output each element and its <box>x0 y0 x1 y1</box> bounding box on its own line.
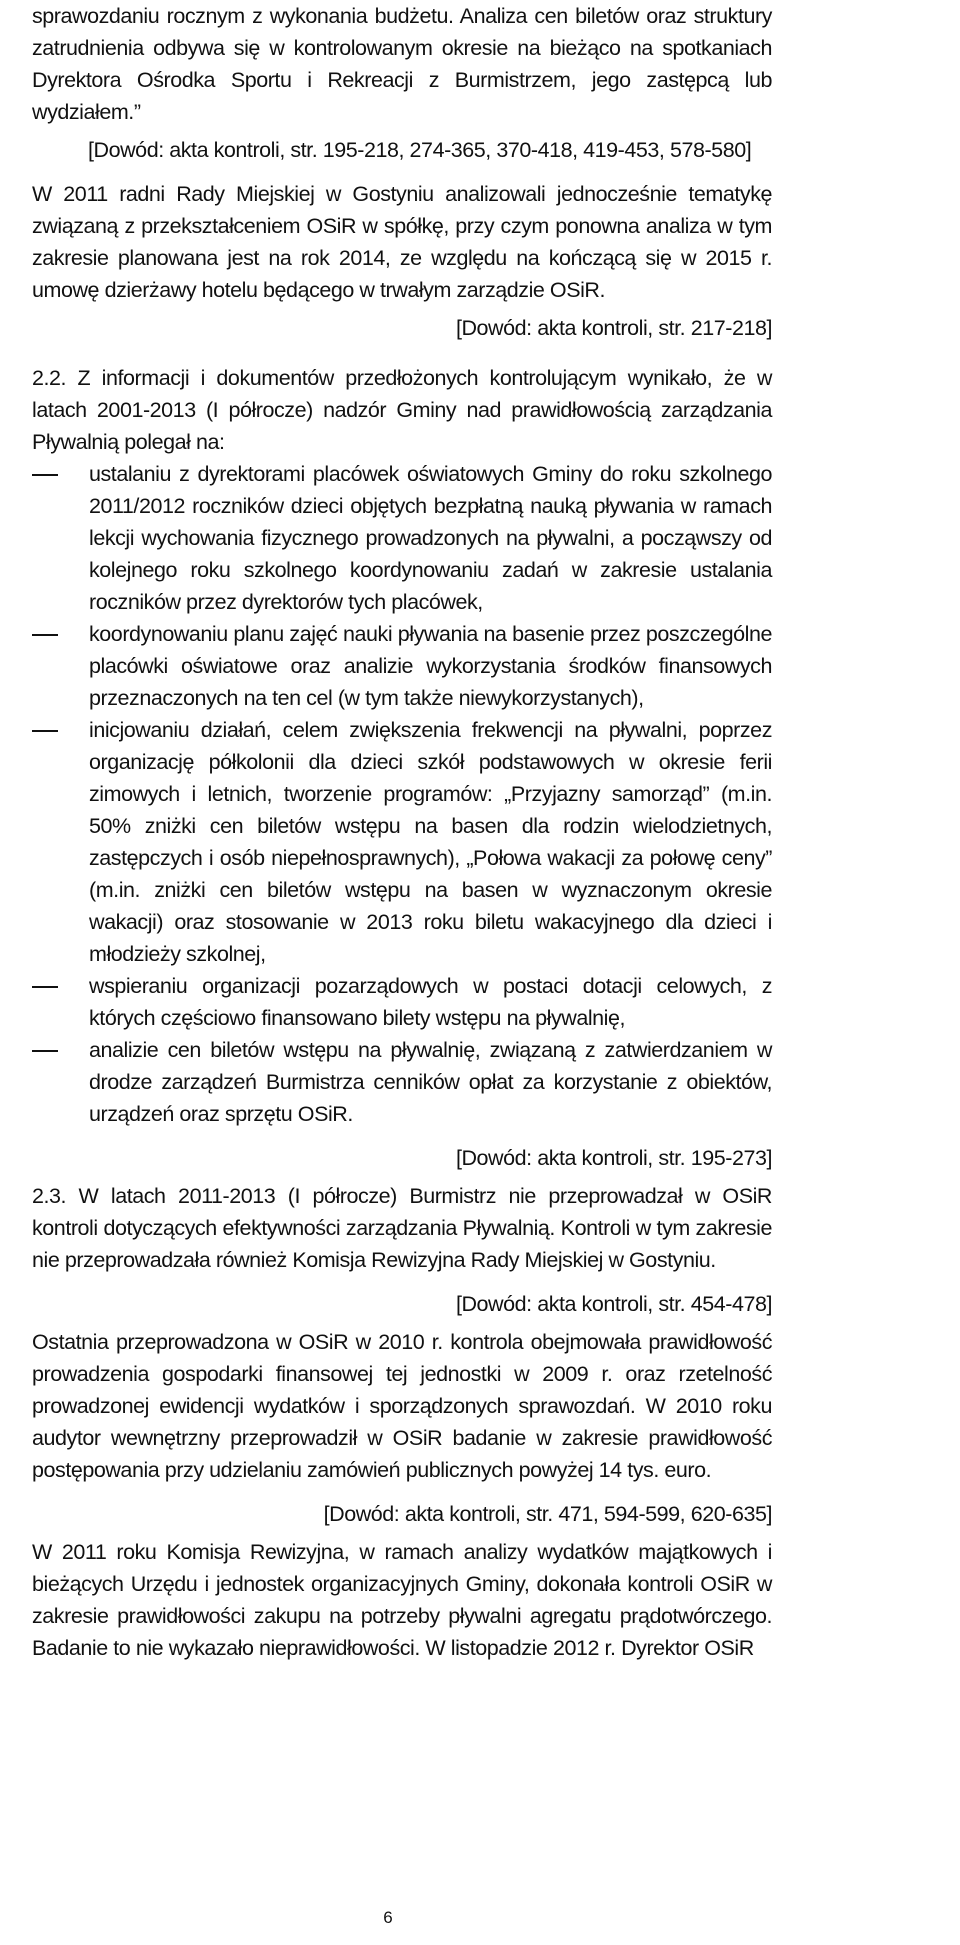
list-item <box>32 1034 772 1130</box>
dash-bullet-icon <box>32 1050 58 1052</box>
dash-bullet-icon <box>32 986 58 988</box>
list-item-text: analizie cen biletów wstępu na pływalnię, związaną z zatwierdzaniem w drodze zarządzeń Burmistrza cenników opłat za korzystanie z obiektów, urządzeń oraz sprzętu OSiR. <box>89 1038 772 1126</box>
list-item <box>32 618 772 714</box>
list-item-text: koordynowaniu planu zajęć nauki pływania na basenie przez poszczególne placówki oświatowe oraz analizie wykorzystania środków finansowych przeznaczonych na ten cel (w tym także niewykorzystanych), <box>89 622 772 710</box>
evidence-citation: [Dowód: akta kontroli, str. 195-273] <box>455 1146 772 1170</box>
dash-bullet-icon <box>32 730 58 732</box>
list-item-text: inicjowaniu działań, celem zwiększenia frekwencji na pływalni, poprzez organizację półkolonii dla dzieci szkół podstawowych w okresie ferii zimowych i letnich, tworzenie programów: „Przyjazny samorząd” (m.in. 50% zniżki cen biletów wstępu na basen dla rodzin wielodzietnych, zastępczych i osób niepełnosprawnych), „Połowa wakacji za połowę ceny” (m.in. zniżki cen biletów wstępu na basen w wyznaczonym okresie wakacji) oraz stosowanie w 2013 roku biletu wakacyjnego dla dzieci i młodzieży szkolnej, <box>89 718 772 966</box>
dash-bullet-icon <box>32 474 58 476</box>
evidence-citation: [Dowód: akta kontroli, str. 471, 594-599, 620-635] <box>323 1502 772 1526</box>
page-number: 6 <box>383 1908 393 1927</box>
list-item-text: ustalaniu z dyrektorami placówek oświatowych Gminy do roku szkolnego 2011/2012 roczników dzieci objętych bezpłatną nauką pływania w ramach lekcji wychowania fizycznego prowadzonych na pływalni, a począwszy od kolejnego roku szkolnego koordynowaniu zadań w zakresie ustalania roczników przez dyrektorów tych placówek, <box>89 462 772 614</box>
list-item <box>32 458 772 618</box>
supervision-list <box>32 458 772 1130</box>
dash-bullet-icon <box>32 634 58 636</box>
paragraph-last-audit: Ostatnia przeprowadzona w OSiR w 2010 r. kontrola obejmowała prawidłowość prowadzenia gospodarki finansowej tej jednostki w 2009 r. oraz rzetelność prowadzonej ewidencji wydatków i sporządzonych sprawozdań. W 2010 roku audytor wewnętrzny przeprowadził w OSiR badanie w zakresie prawidłowość postępowania przy udzielaniu zamówień publicznych powyżej 14 tys. euro. <box>32 1330 772 1482</box>
evidence-citation: [Dowód: akta kontroli, str. 454-478] <box>455 1292 772 1316</box>
paragraph-council-analysis: W 2011 radni Rady Miejskiej w Gostyniu analizowali jednocześnie tematykę związaną z przekształceniem OSiR w spółkę, przy czym ponowna analiza w tym zakresie planowana jest na rok 2014, ze względu na kończącą się w 2015 r. umowę dzierżawy hotelu będącego w trwałym zarządzie OSiR. <box>32 182 772 302</box>
document-page <box>32 0 772 1664</box>
evidence-citation: [Dowód: akta kontroli, str. 195-218, 274-365, 370-418, 419-453, 578-580] <box>88 138 752 162</box>
paragraph-audit-committee: W 2011 roku Komisja Rewizyjna, w ramach analizy wydatków majątkowych i bieżących Urzędu i jednostek organizacyjnych Gminy, dokonała kontroli OSiR w zakresie prawidłowości zakupu na potrzeby pływalni agregatu prądotwórczego. Badanie to nie wykazało nieprawidłowości. W listopadzie 2012 r. Dyrektor OSiR <box>32 1540 772 1660</box>
list-item-text: wspieraniu organizacji pozarządowych w postaci dotacji celowych, z których częściowo finansowano bilety wstępu na pływalnię, <box>89 974 772 1030</box>
paragraph-section-2-2: 2.2. Z informacji i dokumentów przedłożonych kontrolującym wynikało, że w latach 2001-2013 (I półrocze) nadzór Gminy nad prawidłowością zarządzania Pływalnią polegał na: <box>32 366 772 454</box>
paragraph-budget-analysis: sprawozdaniu rocznym z wykonania budżetu. Analiza cen biletów oraz struktury zatrudnienia odbywa się w kontrolowanym okresie na bieżąco na spotkaniach Dyrektora Ośrodka Sportu i Rekreacji z Burmistrzem, jego zastępcą lub wydziałem.” <box>32 4 772 124</box>
paragraph-section-2-3: 2.3. W latach 2011-2013 (I półrocze) Burmistrz nie przeprowadzał w OSiR kontroli dotyczących efektywności zarządzania Pływalnią. Kontroli w tym zakresie nie przeprowadzała również Komisja Rewizyjna Rady Miejskiej w Gostyniu. <box>32 1184 772 1272</box>
list-item <box>32 970 772 1034</box>
list-item <box>32 714 772 970</box>
evidence-citation: [Dowód: akta kontroli, str. 217-218] <box>455 316 772 340</box>
